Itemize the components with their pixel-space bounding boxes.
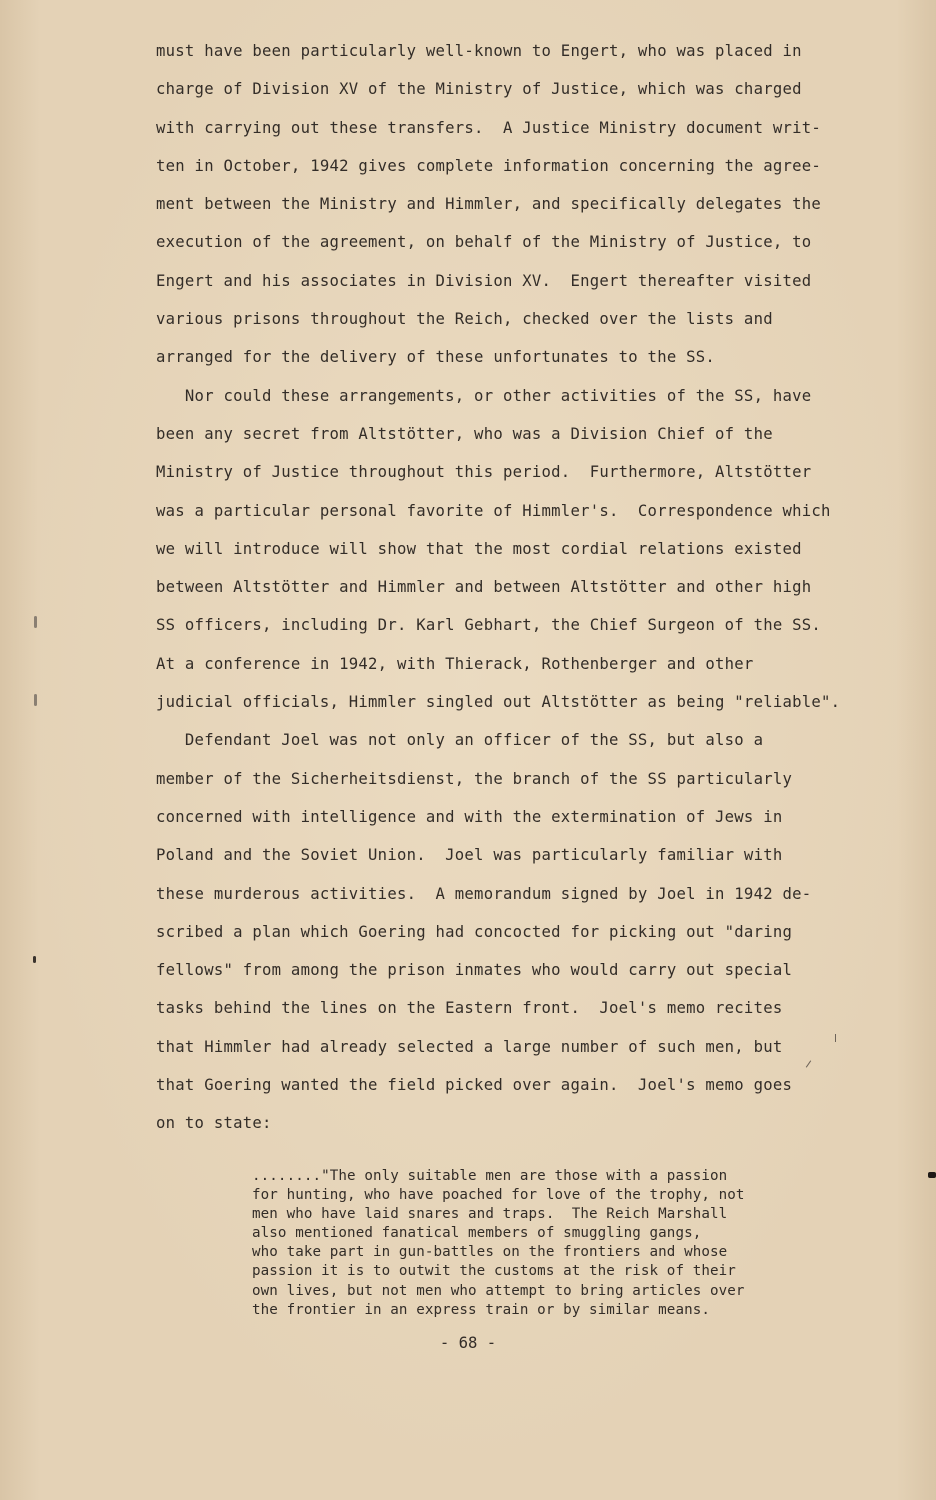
text-line: arranged for the delivery of these unfortunates to the SS. [156, 348, 716, 367]
text-line: scribed a plan which Goering had concocted for picking out "daring [156, 922, 793, 941]
text-line: Poland and the Soviet Union. Joel was particularly familiar with [156, 846, 783, 865]
text-line: fellows" from among the prison inmates who would carry out special [156, 961, 793, 980]
quote-line: men who have laid snares and traps. The Reich Marshall [252, 1206, 728, 1223]
text-line: concerned with intelligence and with the extermination of Jews in [156, 807, 783, 826]
quote-line: for hunting, who have poached for love of the trophy, not [252, 1187, 745, 1204]
text-line: with carrying out these transfers. A Justice Ministry document writ- [156, 118, 822, 137]
quote-line: own lives, but not men who attempt to bring articles over [252, 1282, 745, 1299]
page-number: - 68 - [439, 1334, 497, 1352]
text-line: between Altstötter and Himmler and between Altstötter and other high [156, 578, 812, 597]
paragraph-start-line: Nor could these arrangements, or other activities of the SS, have [156, 386, 812, 405]
text-line: judicial officials, Himmler singled out Altstötter as being "reliable". [156, 693, 841, 712]
text-line: member of the Sicherheitsdienst, the branch of the SS particularly [156, 769, 793, 788]
text-line: that Himmler had already selected a large number of such men, but [156, 1037, 783, 1056]
text-line: on to state: [156, 1114, 272, 1133]
text-line: tasks behind the lines on the Eastern front. Joel's memo recites [156, 999, 783, 1018]
block-quote [252, 1167, 812, 1320]
text-line: Ministry of Justice throughout this period. Furthermore, Altstötter [156, 463, 812, 482]
text-line: been any secret from Altstötter, who was a Division Chief of the [156, 424, 773, 443]
quote-line: who take part in gun-battles on the frontiers and whose [252, 1244, 728, 1261]
margin-mark [33, 956, 36, 963]
body-text [156, 36, 846, 1147]
text-line: ment between the Ministry and Himmler, and specifically delegates the [156, 195, 822, 214]
text-line: At a conference in 1942, with Thierack, Rothenberger and other [156, 654, 754, 673]
text-line: various prisons throughout the Reich, checked over the lists and [156, 310, 773, 329]
edge-ink-mark [928, 1172, 936, 1178]
margin-mark [34, 616, 37, 628]
text-line: Engert and his associates in Division XV. Engert thereafter visited [156, 271, 812, 290]
text-line: SS officers, including Dr. Karl Gebhart, the Chief Surgeon of the SS. [156, 616, 822, 635]
quote-line: the frontier in an express train or by similar means. [252, 1301, 711, 1318]
quote-line: passion it is to outwit the customs at the risk of their [252, 1263, 736, 1280]
text-line: ten in October, 1942 gives complete information concerning the agree- [156, 156, 822, 175]
quote-line: also mentioned fanatical members of smuggling gangs, [252, 1225, 702, 1242]
text-line: that Goering wanted the field picked over again. Joel's memo goes [156, 1076, 793, 1095]
text-line: these murderous activities. A memorandum signed by Joel in 1942 de- [156, 884, 812, 903]
text-line: was a particular personal favorite of Himmler's. Correspondence which [156, 501, 831, 520]
margin-mark [34, 694, 37, 706]
text-line: must have been particularly well-known to Engert, who was placed in [156, 42, 802, 60]
quote-line: ........"The only suitable men are those with a passion [252, 1168, 728, 1184]
text-line: charge of Division XV of the Ministry of Justice, which was charged [156, 80, 802, 99]
stray-tick [835, 1034, 836, 1042]
text-line: we will introduce will show that the most cordial relations existed [156, 539, 802, 558]
paragraph-start-line: Defendant Joel was not only an officer of the SS, but also a [156, 731, 764, 750]
text-line: execution of the agreement, on behalf of the Ministry of Justice, to [156, 233, 812, 252]
